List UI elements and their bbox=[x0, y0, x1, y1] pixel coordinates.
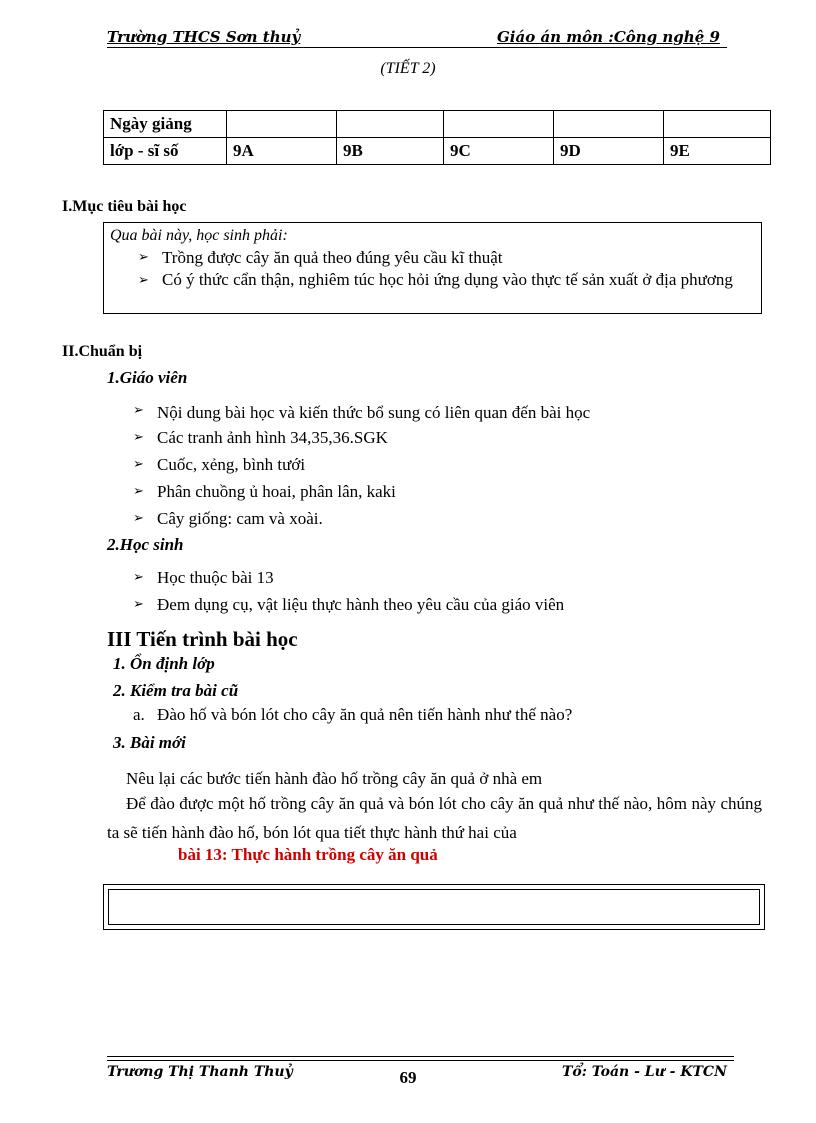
class-cell: 9C bbox=[443, 138, 553, 165]
class-cell: 9E bbox=[664, 138, 771, 165]
table-cell bbox=[227, 111, 337, 138]
list-item: ➢ Trồng được cây ăn quả theo đúng yêu cầu kĩ thuật bbox=[138, 248, 503, 267]
arrow-bullet-icon: ➢ bbox=[133, 484, 144, 499]
header-rule bbox=[107, 47, 727, 48]
table-cell bbox=[337, 111, 444, 138]
review-question bbox=[133, 705, 572, 725]
list-item: ➢ Học thuộc bài 13 bbox=[133, 568, 274, 587]
arrow-bullet-icon: ➢ bbox=[133, 511, 144, 526]
arrow-bullet-icon: ➢ bbox=[133, 403, 144, 418]
list-item: ➢ Nội dung bài học và kiến thức bổ sung có liên quan đến bài học bbox=[133, 399, 753, 426]
empty-frame-inner bbox=[108, 889, 760, 925]
arrow-bullet-icon: ➢ bbox=[133, 430, 144, 445]
objectives-box bbox=[103, 222, 762, 314]
header-subject: Giáo án môn :Công nghệ 9 bbox=[497, 28, 720, 46]
teacher-list bbox=[133, 399, 753, 534]
paragraph-recall: Nêu lại các bước tiến hành đào hố trồng cây ăn quả ở nhà em bbox=[126, 769, 543, 788]
arrow-bullet-icon: ➢ bbox=[133, 597, 144, 612]
section-objectives-heading: I.Mục tiêu bài học bbox=[62, 198, 187, 215]
table-row bbox=[104, 138, 771, 165]
footer-rule bbox=[107, 1060, 734, 1061]
student-list bbox=[133, 566, 753, 620]
class-cell: 9B bbox=[337, 138, 444, 165]
student-heading: 2.Học sinh bbox=[107, 535, 184, 554]
teacher-heading: 1.Giáo viên bbox=[107, 368, 188, 387]
section-process-heading: III Tiến trình bài học bbox=[107, 627, 298, 651]
empty-frame bbox=[103, 884, 765, 930]
arrow-bullet-icon: ➢ bbox=[133, 570, 144, 585]
list-item: ➢ Các tranh ảnh hình 34,35,36.SGK bbox=[133, 428, 388, 447]
row-label-class: lớp - sĩ số bbox=[104, 138, 227, 165]
table-cell bbox=[443, 111, 553, 138]
step-review: 2. Kiểm tra bài cũ bbox=[113, 681, 239, 700]
header-school: Trường THCS Sơn thuỷ bbox=[107, 28, 301, 46]
list-item: ➢ Cây giống: cam và xoài. bbox=[133, 509, 323, 528]
row-label-date: Ngày giảng bbox=[104, 111, 227, 138]
paragraph-intro: Để đào được một hố trồng cây ăn quả và bón lót cho cây ăn quả như thế nào, hôm này chúng ta sẽ tiến hành đào hố, bón lót qua tiết thực hành thứ hai của bbox=[107, 794, 762, 842]
class-cell: 9A bbox=[227, 138, 337, 165]
step-new-lesson: 3. Bài mới bbox=[113, 733, 186, 752]
objectives-intro: Qua bài này, học sinh phải: bbox=[110, 227, 288, 244]
table-cell bbox=[664, 111, 771, 138]
class-cell: 9D bbox=[553, 138, 663, 165]
footer-author: Trương Thị Thanh Thuỷ bbox=[107, 1064, 293, 1080]
step-stabilize: 1. Ổn định lớp bbox=[113, 654, 215, 673]
lesson-title: bài 13: Thực hành trồng cây ăn quả bbox=[178, 845, 438, 864]
footer-rule bbox=[107, 1056, 734, 1057]
arrow-bullet-icon: ➢ bbox=[138, 273, 149, 288]
question-text: Đào hố và bón lót cho cây ăn quả nên tiến hành như thế nào? bbox=[157, 705, 573, 724]
table-cell bbox=[553, 111, 663, 138]
question-marker: a. bbox=[133, 705, 145, 724]
arrow-bullet-icon: ➢ bbox=[133, 457, 144, 472]
section-preparation-heading: II.Chuẩn bị bbox=[62, 343, 143, 360]
schedule-table bbox=[103, 110, 771, 165]
list-item: ➢ Có ý thức cẩn thận, nghiêm túc học hỏi ứng dụng vào thực tế sản xuất ở địa phương bbox=[110, 269, 755, 292]
list-item: ➢ Cuốc, xẻng, bình tưới bbox=[133, 455, 306, 474]
list-item: ➢ Đem dụng cụ, vật liệu thực hành theo yêu cầu của giáo viên bbox=[133, 595, 565, 614]
arrow-bullet-icon: ➢ bbox=[138, 250, 149, 265]
lesson-period: (TIẾT 2) bbox=[380, 60, 436, 77]
page-number: 69 bbox=[399, 1068, 417, 1087]
table-row bbox=[104, 111, 771, 138]
list-item: ➢ Phân chuồng ủ hoai, phân lân, kaki bbox=[133, 482, 396, 501]
footer-department: Tổ: Toán - Lư - KTCN bbox=[562, 1064, 727, 1080]
